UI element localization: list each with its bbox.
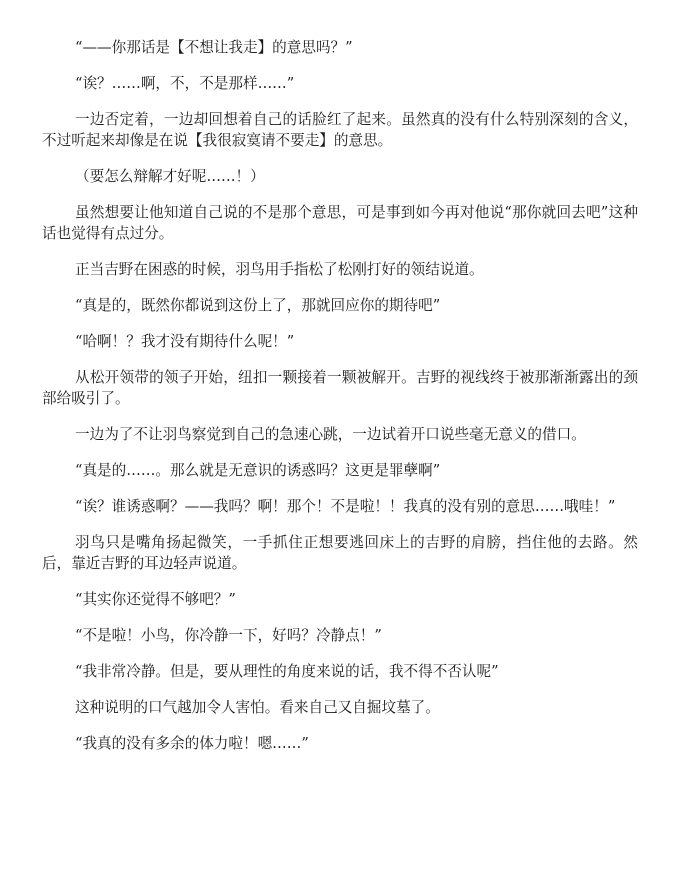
paragraph-4: （要怎么辩解才好呢……！） [75,168,265,185]
paragraph-18: “我真的没有多余的体力啦！嗯……” [75,735,309,752]
paragraph-9: 从松开领带的领子开始，纽扣一颗接着一颗被解开。吉野的视线终于被那渐渐露出的颈部给吸引了。 [42,369,638,407]
paragraph-2: “诶？……啊，不，不是那样……” [75,75,295,92]
paragraph-14: “其实你还觉得不够吧？” [75,591,236,608]
paragraph-3: 一边否定着，一边却回想着自己的话脸红了起来。虽然真的没有什么特别深刻的含义，不过听起来却像是在说【我很寂寞请不要走】的意思。 [42,111,638,149]
paragraph-13: 羽鸟只是嘴角扬起微笑，一手抓住正想要逃回床上的吉野的肩膀，挡住他的去路。然后，靠近吉野的耳边轻声说道。 [42,534,638,572]
paragraph-5: 虽然想要让他知道自己说的不是那个意思，可是事到如今再对他说“那你就回去吧”这种话也觉得有点过分。 [42,204,638,242]
paragraph-11: “真是的……。那么就是无意识的诱惑吗？这更是罪孽啊” [75,462,441,479]
paragraph-15: “不是啦！小鸟，你冷静一下，好吗？冷静点！” [75,627,382,644]
paragraph-8: “哈啊！？我才没有期待什么呢！” [75,333,295,350]
paragraph-17: 这种说明的口气越加令人害怕。看来自己又自掘坟墓了。 [75,699,440,716]
paragraph-16: “我非常冷静。但是，要从理性的角度来说的话，我不得不否认呢” [75,663,499,680]
paragraph-12: “诶？谁诱惑啊？——我吗？啊！那个！不是啦！！我真的没有别的意思……哦哇！” [75,498,616,515]
paragraph-6: 正当吉野在困惑的时候，羽鸟用手指松了松刚打好的领结说道。 [75,261,484,278]
paragraph-10: 一边为了不让羽鸟察觉到自己的急速心跳，一边试着开口说些毫无意义的借口。 [75,426,586,443]
paragraph-7: “真是的，既然你都说到这份上了，那就回应你的期待吧” [75,297,441,314]
paragraph-1: “——你那话是【不想让我走】的意思吗？” [75,39,353,56]
